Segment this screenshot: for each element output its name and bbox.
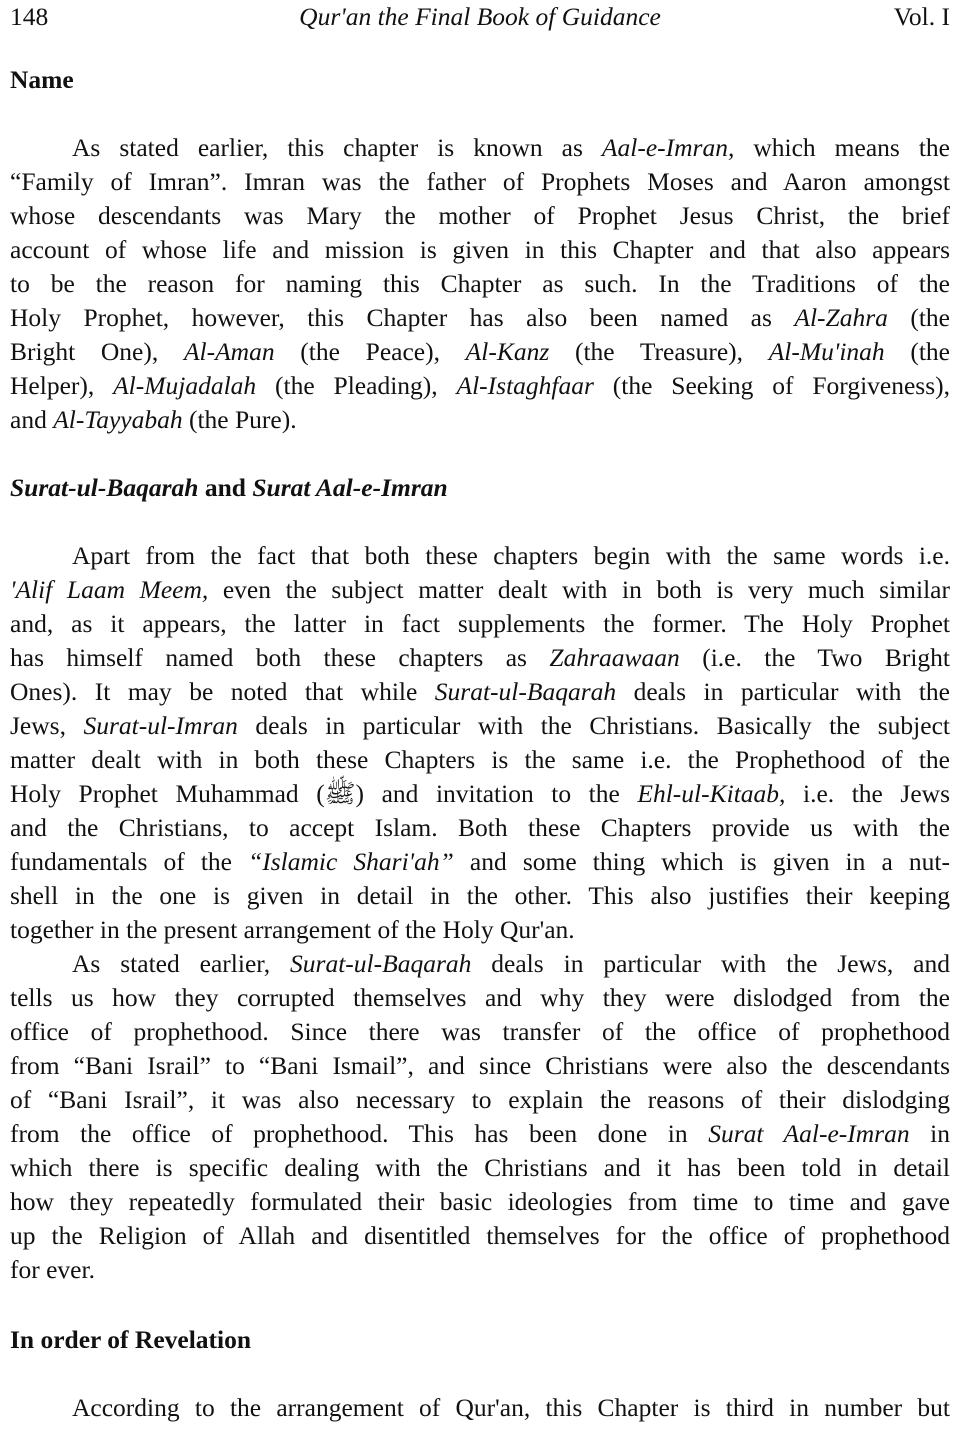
- italic-term: “Islamic Shari'ah”: [248, 847, 454, 876]
- text-line: [10, 845, 950, 879]
- text-run: deals in particular with the Jews, and: [471, 949, 950, 978]
- italic-term: Surat-ul-Imran: [83, 711, 238, 740]
- text-line: [10, 743, 950, 777]
- text-run: deals in particular with the: [616, 677, 950, 706]
- heading-name: [10, 63, 950, 97]
- text-line: [10, 573, 950, 607]
- italic-term: Al-Istaghfaar: [456, 371, 594, 400]
- volume-label: Vol. I: [893, 2, 950, 31]
- italic-term: Zahraawaan: [549, 643, 680, 672]
- text-line: [10, 1049, 950, 1083]
- text-run: Bright One),: [10, 337, 184, 366]
- text-run: from the office of prophethood. This has been done in: [10, 1119, 709, 1148]
- text-line: [10, 369, 950, 403]
- text-run: (i.e. the Two Bright: [679, 643, 950, 672]
- text-line: [10, 1117, 950, 1151]
- text-run: whose descendants was Mary the mother of Prophet Jesus Christ, the brief: [10, 201, 950, 230]
- heading-surat-comparison: [10, 471, 950, 505]
- italic-term: Al-Zahra: [794, 303, 888, 332]
- text-run: which means the: [734, 133, 950, 162]
- italic-term: Surat Aal-e-Imran: [252, 473, 448, 502]
- text-run: Ones). It may be noted that while: [10, 677, 435, 706]
- text-run: together in the present arrangement of the Holy Qur'an.: [10, 915, 575, 944]
- text-run: from “Bani Israil” to “Bani Ismail”, and since Christians were also the descendants: [10, 1051, 950, 1080]
- text-line: [10, 1391, 950, 1425]
- text-line: [10, 165, 950, 199]
- text-run: According to the arrangement of Qur'an, this Chapter is third in number but: [72, 1393, 950, 1422]
- text-run: account of whose life and mission is given in this Chapter and that also appears: [10, 235, 950, 264]
- text-run: has himself named both these chapters as: [10, 643, 550, 672]
- paragraph-name: [10, 131, 950, 437]
- text-line: [10, 267, 950, 301]
- italic-term: Aal-e-Imran,: [601, 133, 735, 162]
- text-run: (the Seeking of Forgiveness),: [593, 371, 951, 400]
- text-line: [10, 1083, 950, 1117]
- text-run: even the subject matter dealt with in both is very much similar: [208, 575, 950, 604]
- text-line: [10, 811, 950, 845]
- text-line: [10, 1219, 950, 1253]
- text-run: which there is specific dealing with the Christians and it has been told in detail: [10, 1153, 950, 1182]
- text-run: deals in particular with the Christians. Basically the subject: [237, 711, 950, 740]
- text-run: for ever.: [10, 1255, 95, 1284]
- text-run: office of prophethood. Since there was transfer of the office of prophethood: [10, 1017, 950, 1046]
- text-line: [10, 1015, 950, 1049]
- text-run: and the Christians, to accept Islam. Both these Chapters provide us with the: [10, 813, 950, 842]
- text-run: matter dealt with in both these Chapters is the same i.e. the Prophethood of the: [10, 745, 950, 774]
- text-line: [10, 1253, 950, 1287]
- text-run: in: [909, 1119, 951, 1148]
- page-number: 148: [10, 2, 49, 31]
- heading-order-of-revelation: [10, 1323, 950, 1357]
- text-run: (the Treasure),: [549, 337, 769, 366]
- text-line: [10, 335, 950, 369]
- paragraph-revelation: [10, 1391, 950, 1425]
- text-line: [10, 403, 950, 437]
- italic-term: Al-Mujadalah: [113, 371, 257, 400]
- text-run: Jews,: [10, 711, 84, 740]
- text-line: [10, 709, 950, 743]
- italic-term: Surat Aal-e-Imran: [708, 1119, 910, 1148]
- text-line: [10, 777, 950, 811]
- text-run: As stated earlier,: [72, 949, 291, 978]
- text-run: “Family of Imran”. Imran was the father of Prophets Moses and Aaron amongst: [10, 167, 950, 196]
- text-run: (the: [884, 337, 951, 366]
- text-line: [10, 675, 950, 709]
- text-run: shell in the one is given in detail in the other. This also justifies their keeping: [10, 881, 950, 910]
- text-run: Apart from the fact that both these chapters begin with the same words i.e.: [72, 541, 950, 570]
- italic-term: 'Alif Laam Meem,: [10, 575, 209, 604]
- book-title: Qur'an the Final Book of Guidance: [299, 2, 661, 31]
- text-run: tells us how they corrupted themselves and why they were dislodged from the: [10, 983, 950, 1012]
- text-line: [10, 233, 950, 267]
- italic-term: Ehl-ul-Kitaab,: [637, 779, 786, 808]
- text-run: (the Peace),: [274, 337, 466, 366]
- italic-term: Surat-ul-Baqarah: [434, 677, 617, 706]
- paragraph-baqarah-imran: [10, 947, 950, 1287]
- text-line: [10, 981, 950, 1015]
- text-run: In order of Revelation: [10, 1325, 252, 1354]
- italic-term: Al-Kanz: [465, 337, 550, 366]
- text-run: and, as it appears, the latter in fact supplements the former. The Holy Prophet: [10, 609, 950, 638]
- text-line: [10, 131, 950, 165]
- italic-term: Al-Tayyabah: [53, 405, 183, 434]
- text-line: [10, 913, 950, 947]
- text-run: how they repeatedly formulated their basic ideologies from time to time and gave: [10, 1187, 950, 1216]
- text-line: [10, 607, 950, 641]
- running-header: [10, 0, 950, 34]
- text-line: [10, 1185, 950, 1219]
- text-run: of “Bani Israil”, it was also necessary to explain the reasons of their dislodging: [10, 1085, 950, 1114]
- italic-term: Al-Aman: [183, 337, 275, 366]
- heading-text: [10, 63, 950, 97]
- italic-term: Surat-ul-Baqarah: [10, 473, 199, 502]
- text-run: (the Pleading),: [256, 371, 457, 400]
- text-line: [10, 301, 950, 335]
- text-run: up the Religion of Allah and disentitled themselves for the office of prophethood: [10, 1221, 950, 1250]
- italic-term: Al-Mu'inah: [768, 337, 885, 366]
- text-run: Name: [10, 65, 74, 94]
- text-line: [10, 641, 950, 675]
- text-run: As stated earlier, this chapter is known as: [72, 133, 602, 162]
- text-run: and some thing which is given in a nut-: [453, 847, 950, 876]
- text-run: Helper),: [10, 371, 114, 400]
- paragraph-comparison: [10, 539, 950, 947]
- text-line: [10, 199, 950, 233]
- heading-text: [10, 471, 950, 505]
- text-run: (the: [887, 303, 950, 332]
- text-line: [10, 1151, 950, 1185]
- text-line: [10, 879, 950, 913]
- text-run: to be the reason for naming this Chapter as such. In the Traditions of the: [10, 269, 950, 298]
- italic-term: Surat-ul-Baqarah: [290, 949, 472, 978]
- text-run: Holy Prophet Muhammad (ﷺ) and invitation to the: [10, 779, 638, 808]
- text-run: and: [198, 473, 253, 502]
- text-run: and: [10, 405, 54, 434]
- heading-text: [10, 1323, 950, 1357]
- text-line: [10, 947, 950, 981]
- text-run: i.e. the Jews: [785, 779, 950, 808]
- text-line: [10, 539, 950, 573]
- text-run: fundamentals of the: [10, 847, 249, 876]
- text-run: Holy Prophet, however, this Chapter has also been named as: [10, 303, 795, 332]
- text-run: (the Pure).: [182, 405, 297, 434]
